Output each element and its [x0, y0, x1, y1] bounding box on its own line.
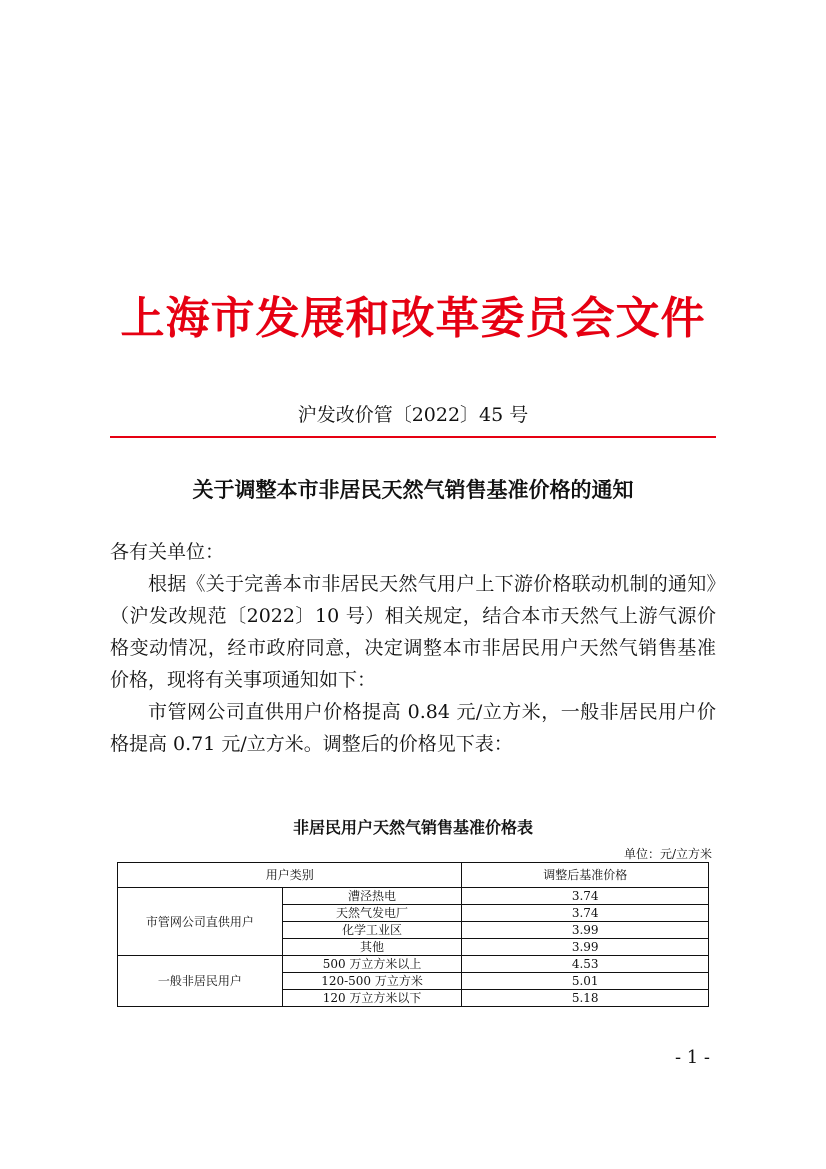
- red-divider-line: [110, 436, 716, 438]
- user-type: 其他: [282, 939, 462, 956]
- document-number: 沪发改价管〔2022〕45 号: [297, 404, 529, 426]
- notice-title: 关于调整本市非居民天然气销售基准价格的通知: [192, 477, 634, 502]
- price-value: 5.01: [462, 973, 709, 990]
- user-type: 500 万立方米以上: [282, 956, 462, 973]
- document-header-title: 上海市发展和改革委员会文件: [120, 293, 706, 344]
- price-value: 3.74: [462, 905, 709, 922]
- price-table: [117, 862, 709, 1007]
- table-unit: 单位：元/立方米: [623, 847, 712, 861]
- user-type: 120 万立方米以下: [282, 990, 462, 1007]
- paragraph-1: 根据《关于完善本市非居民天然气用户上下游价格联动机制的通知》（沪发改规范〔2022〕10 号）相关规定，结合本市天然气上游气源价格变动情况，经市政府同意，决定调整本市非居民用户天然气销售基准价格，现将有关事项通知如下：: [110, 573, 716, 691]
- price-value: 5.18: [462, 990, 709, 1007]
- price-value: 4.53: [462, 956, 709, 973]
- price-value: 3.74: [462, 888, 709, 905]
- price-value: 3.99: [462, 939, 709, 956]
- table-row: [118, 888, 709, 905]
- paragraph-2: 市管网公司直供用户价格提高 0.84 元/立方米，一般非居民用户价格提高 0.71 元/立方米。调整后的价格见下表：: [110, 701, 716, 755]
- salutation: 各有关单位：: [110, 541, 225, 563]
- notice-body: [110, 536, 716, 760]
- user-type: 化学工业区: [282, 922, 462, 939]
- user-type: 天然气发电厂: [282, 905, 462, 922]
- price-value: 3.99: [462, 922, 709, 939]
- header-category: 用户类别: [118, 863, 462, 888]
- user-type: 120-500 万立方米: [282, 973, 462, 990]
- group-name: 一般非居民用户: [118, 956, 283, 1007]
- user-type: 漕泾热电: [282, 888, 462, 905]
- group-name: 市管网公司直供用户: [118, 888, 283, 956]
- table-header-row: [118, 863, 709, 888]
- table-row: [118, 956, 709, 973]
- page-number: - 1 -: [674, 1047, 710, 1068]
- header-price: 调整后基准价格: [462, 863, 709, 888]
- table-title: 非居民用户天然气销售基准价格表: [292, 818, 533, 837]
